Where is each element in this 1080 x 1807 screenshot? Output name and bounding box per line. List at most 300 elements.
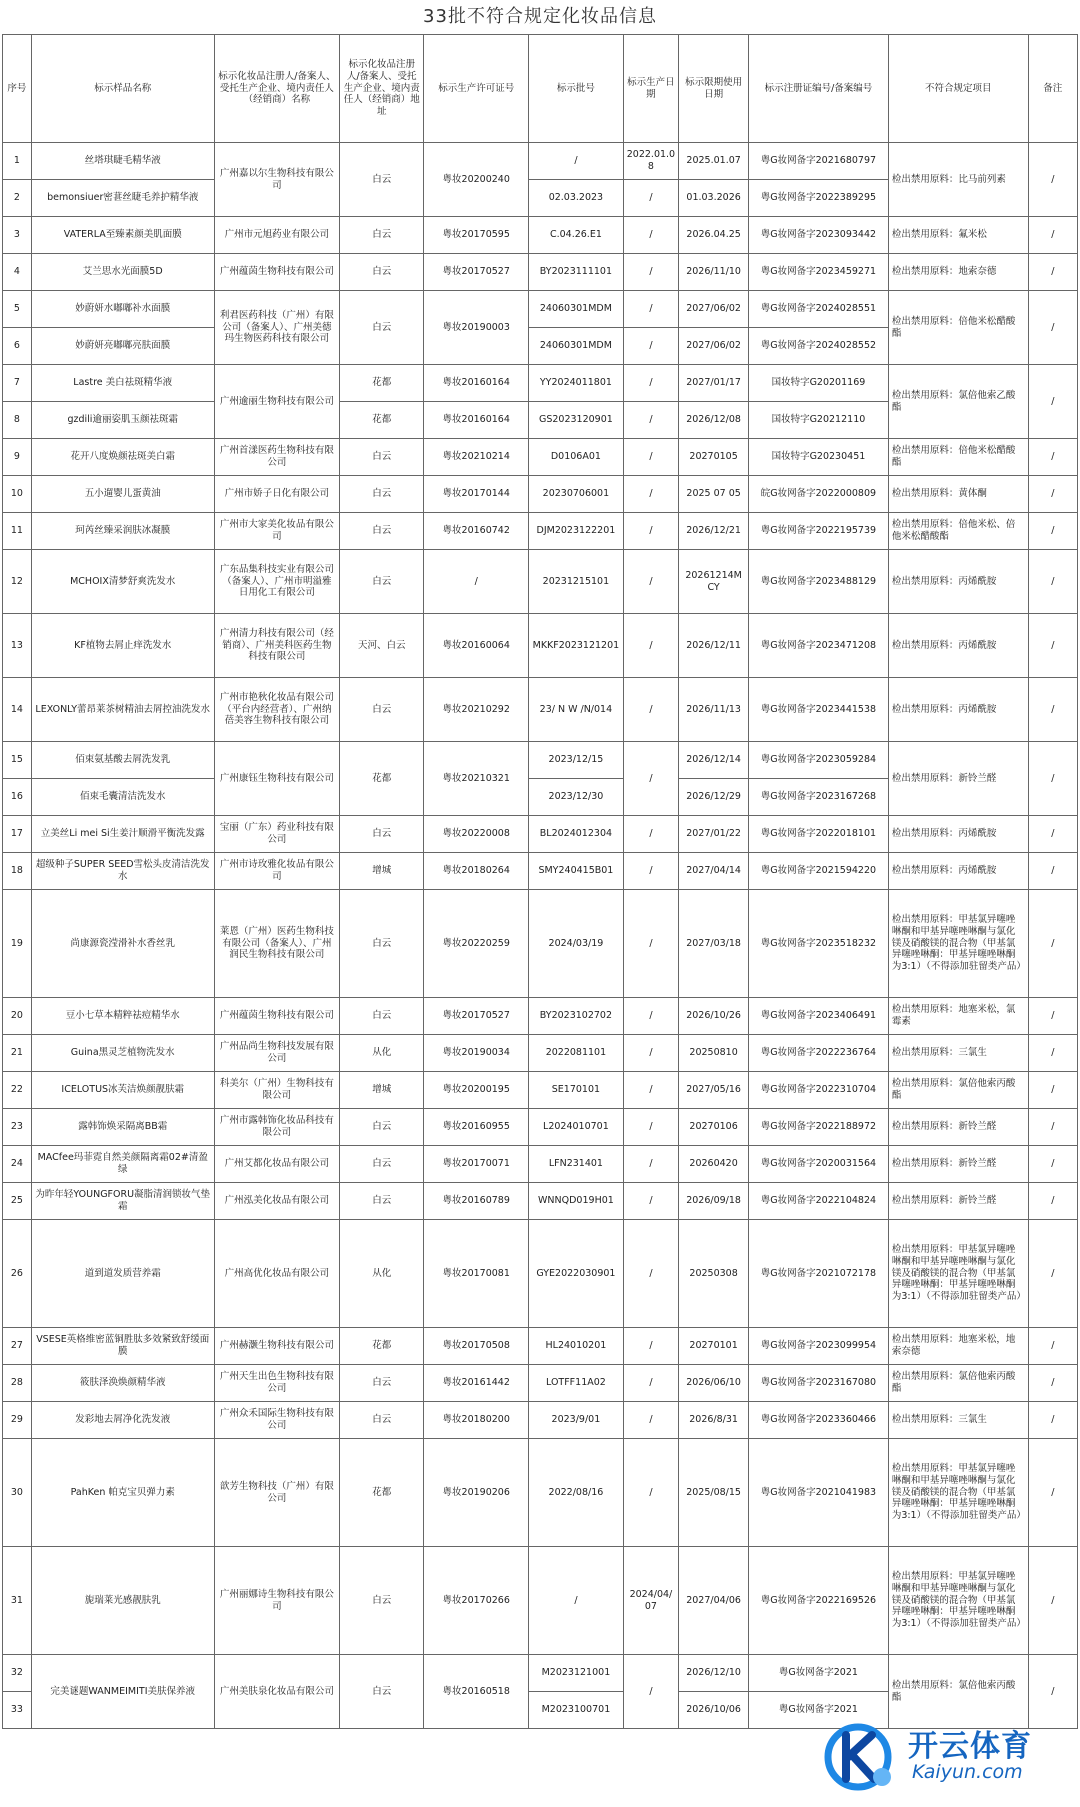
nonconforming-item-cell: 检出禁用原料：黄体酮 [888, 476, 1028, 513]
address-cell: 白云 [340, 1402, 424, 1439]
registration-cell: 粤G妆网备字2022236764 [749, 1035, 889, 1072]
production-date-cell: / [623, 1183, 678, 1220]
owner-cell: 广州美肤泉化妆品有限公司 [214, 1655, 339, 1729]
note-cell: / [1028, 1109, 1077, 1146]
batch-cell: 02.03.2023 [529, 180, 624, 217]
header-name: 标示样品名称 [31, 35, 214, 143]
name-cell: 艾兰思水光面膜5D [31, 254, 214, 291]
nonconforming-item-cell: 检出禁用原料：氯倍他索乙酸酯 [888, 365, 1028, 439]
production-date-cell: / [623, 1072, 678, 1109]
name-cell: ICELOTUS冰芙洁焕颜靓肤霜 [31, 1072, 214, 1109]
license-cell: 粤妆20161442 [424, 1365, 529, 1402]
batch-cell: 2022/08/16 [529, 1439, 624, 1547]
registration-cell: 粤G妆网备字2022310704 [749, 1072, 889, 1109]
seq-cell: 32 [3, 1655, 32, 1692]
note-cell: / [1028, 1365, 1077, 1402]
name-cell: MACfee玛菲霓自然美颜隔离霜02#清盈绿 [31, 1146, 214, 1183]
expiry-date-cell: 2027/01/22 [679, 816, 749, 853]
watermark-text: 开云体育 [908, 1729, 1032, 1764]
production-date-cell: / [623, 254, 678, 291]
address-cell: 花都 [340, 365, 424, 402]
note-cell: / [1028, 476, 1077, 513]
registration-cell: 粤G妆网备字2023459271 [749, 254, 889, 291]
name-cell: gzdili逾丽姿肌玉颜祛斑霜 [31, 402, 214, 439]
table-row [3, 1035, 1078, 1072]
seq-cell: 11 [3, 513, 32, 550]
table-row [3, 1220, 1078, 1328]
batch-cell: BL2024012304 [529, 816, 624, 853]
license-cell: 粤妆20160955 [424, 1109, 529, 1146]
name-cell: 尚康源瓷滢滑补水香丝乳 [31, 890, 214, 998]
expiry-date-cell: 2026/06/10 [679, 1365, 749, 1402]
name-cell: 筱肤泽涣焕颜精华液 [31, 1365, 214, 1402]
owner-cell: 广州赫灏生物科技有限公司 [214, 1328, 339, 1365]
expiry-date-cell: 20260420 [679, 1146, 749, 1183]
address-cell: 花都 [340, 1439, 424, 1547]
license-cell: 粤妆20160164 [424, 365, 529, 402]
production-date-cell: / [623, 402, 678, 439]
nonconforming-cosmetics-table [2, 34, 1078, 1729]
seq-cell: 16 [3, 779, 32, 816]
batch-cell: 24060301MDM [529, 328, 624, 365]
seq-cell: 1 [3, 143, 32, 180]
production-date-cell: 2022.01.08 [623, 143, 678, 180]
note-cell: / [1028, 439, 1077, 476]
batch-cell: / [529, 1547, 624, 1655]
batch-cell: D0106A01 [529, 439, 624, 476]
production-date-cell: / [623, 1439, 678, 1547]
nonconforming-item-cell: 检出禁用原料：丙烯酰胺 [888, 816, 1028, 853]
expiry-date-cell: 2026/10/26 [679, 998, 749, 1035]
note-cell: / [1028, 550, 1077, 614]
seq-cell: 19 [3, 890, 32, 998]
license-cell: 粤妆20170071 [424, 1146, 529, 1183]
batch-cell: 2024/03/19 [529, 890, 624, 998]
address-cell: 从化 [340, 1220, 424, 1328]
expiry-date-cell: 2025 07 05 [679, 476, 749, 513]
owner-cell: 利君医药科技（广州）有限公司（备案人）、广州美德玛生物医药科技有限公司 [214, 291, 339, 365]
header-production-date: 标示生产日期 [623, 35, 678, 143]
note-cell: / [1028, 998, 1077, 1035]
batch-cell: BY2023111101 [529, 254, 624, 291]
batch-cell: 2023/12/30 [529, 779, 624, 816]
owner-cell: 广州清力科技有限公司（经销商）、广州美科医药生物科技有限公司 [214, 614, 339, 678]
header-note: 备注 [1028, 35, 1077, 143]
header-seq: 序号 [3, 35, 32, 143]
address-cell: 白云 [340, 678, 424, 742]
expiry-date-cell: 2027/04/06 [679, 1547, 749, 1655]
production-date-cell: / [623, 678, 678, 742]
registration-cell: 粤G妆网备字2024028552 [749, 328, 889, 365]
name-cell: 立美丝Li mei Si生姜汁顺滑平衡洗发露 [31, 816, 214, 853]
expiry-date-cell: 2027/04/14 [679, 853, 749, 890]
note-cell: / [1028, 1439, 1077, 1547]
batch-cell: / [529, 143, 624, 180]
expiry-date-cell: 2027/05/16 [679, 1072, 749, 1109]
seq-cell: 18 [3, 853, 32, 890]
name-cell: MCHOIX清梦舒爽洗发水 [31, 550, 214, 614]
batch-cell: 2023/12/15 [529, 742, 624, 779]
address-cell: 花都 [340, 742, 424, 816]
batch-cell: GYE2022030901 [529, 1220, 624, 1328]
address-cell: 白云 [340, 1109, 424, 1146]
seq-cell: 23 [3, 1109, 32, 1146]
batch-cell: M2023100701 [529, 1692, 624, 1729]
address-cell: 白云 [340, 550, 424, 614]
name-cell: 妙蔚妍亮嘟嘟亮肤面膜 [31, 328, 214, 365]
nonconforming-item-cell: 检出禁用原料：三氯生 [888, 1402, 1028, 1439]
owner-cell: 广州市艳秋化妆品有限公司（平台内经营者）、广州纳蓓美容生物科技有限公司 [214, 678, 339, 742]
name-cell: LEXONLY蕾昂莱茶树精油去屑控油洗发水 [31, 678, 214, 742]
name-cell: 花开八度焕颜祛斑美白霜 [31, 439, 214, 476]
address-cell: 白云 [340, 513, 424, 550]
table-row [3, 550, 1078, 614]
nonconforming-item-cell: 检出禁用原料：倍他米松醋酸酯 [888, 439, 1028, 476]
license-cell: 粤妆20190003 [424, 291, 529, 365]
production-date-cell: / [623, 1655, 678, 1729]
license-cell: 粤妆20170508 [424, 1328, 529, 1365]
expiry-date-cell: 2026/12/21 [679, 513, 749, 550]
batch-cell: M2023121001 [529, 1655, 624, 1692]
seq-cell: 5 [3, 291, 32, 328]
table-row [3, 1402, 1078, 1439]
batch-cell: LOTFF11A02 [529, 1365, 624, 1402]
seq-cell: 9 [3, 439, 32, 476]
address-cell: 增城 [340, 1072, 424, 1109]
nonconforming-item-cell: 检出禁用原料：地塞米松，氯霉素 [888, 998, 1028, 1035]
owner-cell: 广州嘉以尔生物科技有限公司 [214, 143, 339, 217]
production-date-cell: / [623, 476, 678, 513]
name-cell: 旎瑞莱光感靓肤乳 [31, 1547, 214, 1655]
batch-cell: GS2023120901 [529, 402, 624, 439]
batch-cell: MKKF2023121201 [529, 614, 624, 678]
address-cell: 花都 [340, 1328, 424, 1365]
name-cell: KF植物去屑止痒洗发水 [31, 614, 214, 678]
table-row [3, 365, 1078, 402]
owner-cell: 广州众禾国际生物科技有限公司 [214, 1402, 339, 1439]
address-cell: 从化 [340, 1035, 424, 1072]
batch-cell: 23/ N W /N/014 [529, 678, 624, 742]
registration-cell: 粤G妆网备字2023406491 [749, 998, 889, 1035]
owner-cell: 宝丽（广东）药业科技有限公司 [214, 816, 339, 853]
name-cell: Guina黑灵芝植物洗发水 [31, 1035, 214, 1072]
license-cell: 粤妆20160064 [424, 614, 529, 678]
table-row [3, 476, 1078, 513]
production-date-cell: / [623, 365, 678, 402]
registration-cell: 皖G妆网备字2022000809 [749, 476, 889, 513]
name-cell: 道到道发质营养霜 [31, 1220, 214, 1328]
seq-cell: 30 [3, 1439, 32, 1547]
name-cell: VATERLA至臻素颜美肌面膜 [31, 217, 214, 254]
watermark-subtext: Kaiyun.com [912, 1761, 1023, 1783]
license-cell: 粤妆20170081 [424, 1220, 529, 1328]
production-date-cell: / [623, 816, 678, 853]
registration-cell: 国妆特字G20212110 [749, 402, 889, 439]
table-row [3, 1547, 1078, 1655]
table-row [3, 513, 1078, 550]
license-cell: 粤妆20180200 [424, 1402, 529, 1439]
registration-cell: 粤G妆网备字2021041983 [749, 1439, 889, 1547]
name-cell: 丝塔琪睫毛精华液 [31, 143, 214, 180]
production-date-cell: / [623, 1220, 678, 1328]
batch-cell: YY2024011801 [529, 365, 624, 402]
expiry-date-cell: 20270106 [679, 1109, 749, 1146]
batch-cell: 20231215101 [529, 550, 624, 614]
note-cell: / [1028, 1655, 1077, 1729]
address-cell: 白云 [340, 217, 424, 254]
license-cell: 粤妆20180264 [424, 853, 529, 890]
nonconforming-item-cell: 检出禁用原料：比马前列素 [888, 143, 1028, 217]
registration-cell: 粤G妆网备字2020031564 [749, 1146, 889, 1183]
batch-cell: 2023/9/01 [529, 1402, 624, 1439]
production-date-cell: / [623, 439, 678, 476]
license-cell: 粤妆20220008 [424, 816, 529, 853]
license-cell: 粤妆20170266 [424, 1547, 529, 1655]
expiry-date-cell: 2026/10/06 [679, 1692, 749, 1729]
registration-cell: 粤G妆网备字2022188972 [749, 1109, 889, 1146]
note-cell: / [1028, 1220, 1077, 1328]
seq-cell: 20 [3, 998, 32, 1035]
table-row [3, 1072, 1078, 1109]
watermark-logo [816, 1717, 1066, 1795]
batch-cell: DJM2023122201 [529, 513, 624, 550]
registration-cell: 粤G妆网备字2023360466 [749, 1402, 889, 1439]
production-date-cell: / [623, 291, 678, 328]
table-row [3, 1109, 1078, 1146]
registration-cell: 粤G妆网备字2023518232 [749, 890, 889, 998]
expiry-date-cell: 2027/01/17 [679, 365, 749, 402]
table-row [3, 614, 1078, 678]
seq-cell: 21 [3, 1035, 32, 1072]
address-cell: 白云 [340, 1547, 424, 1655]
expiry-date-cell: 2027/03/18 [679, 890, 749, 998]
table-row [3, 291, 1078, 328]
license-cell: 粤妆20160518 [424, 1655, 529, 1729]
production-date-cell: / [623, 1328, 678, 1365]
name-cell: PahKen 帕克宝贝弹力素 [31, 1439, 214, 1547]
table-row [3, 143, 1078, 180]
table-row [3, 853, 1078, 890]
registration-cell: 粤G妆网备字2022389295 [749, 180, 889, 217]
license-cell: 粤妆20170527 [424, 254, 529, 291]
owner-cell: 广州泓美化妆品有限公司 [214, 1183, 339, 1220]
address-cell: 白云 [340, 254, 424, 291]
table-row [3, 816, 1078, 853]
registration-cell: 粤G妆网备字2023059284 [749, 742, 889, 779]
name-cell: 佰束毛囊清洁洗发水 [31, 779, 214, 816]
production-date-cell: / [623, 890, 678, 998]
owner-cell: 科美尔（广州）生物科技有限公司 [214, 1072, 339, 1109]
note-cell: / [1028, 816, 1077, 853]
production-date-cell: / [623, 742, 678, 816]
table-row [3, 678, 1078, 742]
seq-cell: 4 [3, 254, 32, 291]
registration-cell: 粤G妆网备字2023167080 [749, 1365, 889, 1402]
owner-cell: 广州市娇子日化有限公司 [214, 476, 339, 513]
expiry-date-cell: 2026/12/11 [679, 614, 749, 678]
nonconforming-item-cell: 检出禁用原料：氯倍他索丙酸酯 [888, 1072, 1028, 1109]
nonconforming-item-cell: 检出禁用原料：倍他米松、倍他米松醋酸酯 [888, 513, 1028, 550]
table-row [3, 254, 1078, 291]
note-cell: / [1028, 143, 1077, 217]
registration-cell: 粤G妆网备字2023099954 [749, 1328, 889, 1365]
owner-cell: 莱恩（广州）医药生物科技有限公司（备案人）、广州润民生物科技有限公司 [214, 890, 339, 998]
note-cell: / [1028, 513, 1077, 550]
owner-cell: 广州蕴茵生物科技有限公司 [214, 254, 339, 291]
production-date-cell: / [623, 614, 678, 678]
note-cell: / [1028, 1402, 1077, 1439]
name-cell: 超级种子SUPER SEED雪松头皮清洁洗发水 [31, 853, 214, 890]
page-title: 33批不符合规定化妆品信息 [423, 6, 657, 27]
expiry-date-cell: 20270105 [679, 439, 749, 476]
seq-cell: 2 [3, 180, 32, 217]
seq-cell: 3 [3, 217, 32, 254]
production-date-cell: / [623, 513, 678, 550]
seq-cell: 22 [3, 1072, 32, 1109]
nonconforming-item-cell: 检出禁用原料：氯倍他索丙酸酯 [888, 1655, 1028, 1729]
address-cell: 白云 [340, 1183, 424, 1220]
address-cell: 白云 [340, 1146, 424, 1183]
table-row [3, 217, 1078, 254]
seq-cell: 29 [3, 1402, 32, 1439]
nonconforming-item-cell: 检出禁用原料：丙烯酰胺 [888, 550, 1028, 614]
header-batch: 标示批号 [529, 35, 624, 143]
owner-cell: 广州丽娜诗生物科技有限公司 [214, 1547, 339, 1655]
note-cell: / [1028, 365, 1077, 439]
nonconforming-item-cell: 检出禁用原料：新铃兰醛 [888, 1109, 1028, 1146]
batch-cell: 20230706001 [529, 476, 624, 513]
registration-cell: 粤G妆网备字2023471208 [749, 614, 889, 678]
owner-cell: 广州市露韩饰化妆品科技有限公司 [214, 1109, 339, 1146]
note-cell: / [1028, 1328, 1077, 1365]
note-cell: / [1028, 254, 1077, 291]
seq-cell: 24 [3, 1146, 32, 1183]
seq-cell: 33 [3, 1692, 32, 1729]
registration-cell: 粤G妆网备字2023488129 [749, 550, 889, 614]
note-cell: / [1028, 853, 1077, 890]
owner-cell: 广州高优化妆品有限公司 [214, 1220, 339, 1328]
expiry-date-cell: 20270101 [679, 1328, 749, 1365]
owner-cell: 广州艾都化妆品有限公司 [214, 1146, 339, 1183]
batch-cell: WNNQD019H01 [529, 1183, 624, 1220]
license-cell: 粤妆20190034 [424, 1035, 529, 1072]
license-cell: 粤妆20160742 [424, 513, 529, 550]
batch-cell: SMY240415B01 [529, 853, 624, 890]
seq-cell: 8 [3, 402, 32, 439]
nonconforming-item-cell: 检出禁用原料：三氯生 [888, 1035, 1028, 1072]
production-date-cell: / [623, 1402, 678, 1439]
nonconforming-item-cell: 检出禁用原料：甲基氯异噻唑啉酮和甲基异噻唑啉酮与氯化镁及硝酸镁的混合物（甲基氯异噻唑啉酮：甲基异噻唑啉酮为3:1）（不得添加驻留类产品） [888, 890, 1028, 998]
expiry-date-cell: 2027/06/02 [679, 328, 749, 365]
header-expiry-date: 标示限期使用日期 [679, 35, 749, 143]
license-cell: 粤妆20210321 [424, 742, 529, 816]
name-cell: 发彩地去屑净化洗发液 [31, 1402, 214, 1439]
note-cell: / [1028, 678, 1077, 742]
expiry-date-cell: 20261214MCY [679, 550, 749, 614]
production-date-cell: / [623, 550, 678, 614]
nonconforming-item-cell: 检出禁用原料：地塞米松，地索奈德 [888, 1328, 1028, 1365]
production-date-cell: / [623, 328, 678, 365]
note-cell: / [1028, 1146, 1077, 1183]
license-cell: 粤妆20160164 [424, 402, 529, 439]
address-cell: 白云 [340, 291, 424, 365]
nonconforming-item-cell: 检出禁用原料：氯倍他索丙酸酯 [888, 1365, 1028, 1402]
seq-cell: 26 [3, 1220, 32, 1328]
expiry-date-cell: 2026/12/14 [679, 742, 749, 779]
registration-cell: 国妆特字G20230451 [749, 439, 889, 476]
owner-cell: 广东品集科技实业有限公司（备案人）、广州市明溢雅日用化工有限公司 [214, 550, 339, 614]
address-cell: 白云 [340, 1365, 424, 1402]
expiry-date-cell: 2026/11/13 [679, 678, 749, 742]
registration-cell: 粤G妆网备字2022018101 [749, 816, 889, 853]
note-cell: / [1028, 614, 1077, 678]
nonconforming-item-cell: 检出禁用原料：新铃兰醛 [888, 742, 1028, 816]
table-row [3, 998, 1078, 1035]
registration-cell: 粤G妆网备字2022104824 [749, 1183, 889, 1220]
license-cell: / [424, 550, 529, 614]
expiry-date-cell: 20250308 [679, 1220, 749, 1328]
note-cell: / [1028, 1072, 1077, 1109]
owner-cell: 广州康钰生物科技有限公司 [214, 742, 339, 816]
table-row [3, 1439, 1078, 1547]
batch-cell: 2022081101 [529, 1035, 624, 1072]
nonconforming-item-cell: 检出禁用原料：甲基氯异噻唑啉酮和甲基异噻唑啉酮与氯化镁及硝酸镁的混合物（甲基氯异噻唑啉酮：甲基异噻唑啉酮为3:1）（不得添加驻留类产品） [888, 1439, 1028, 1547]
nonconforming-item-cell: 检出禁用原料：甲基氯异噻唑啉酮和甲基异噻唑啉酮与氯化镁及硝酸镁的混合物（甲基氯异噻唑啉酮：甲基异噻唑啉酮为3:1）（不得添加驻留类产品） [888, 1220, 1028, 1328]
table-row [3, 1183, 1078, 1220]
note-cell: / [1028, 1035, 1077, 1072]
license-cell: 粤妆20210214 [424, 439, 529, 476]
note-cell: / [1028, 890, 1077, 998]
registration-cell: 粤G妆网备字2024028551 [749, 291, 889, 328]
name-cell: 豆小七草本精粹祛痘精华水 [31, 998, 214, 1035]
address-cell: 天河、白云 [340, 614, 424, 678]
name-cell: Lastre 美白祛斑精华液 [31, 365, 214, 402]
address-cell: 白云 [340, 816, 424, 853]
owner-cell: 广州市大家美化妆品有限公司 [214, 513, 339, 550]
expiry-date-cell: 2027/06/02 [679, 291, 749, 328]
nonconforming-item-cell: 检出禁用原料：倍他米松醋酸酯 [888, 291, 1028, 365]
name-cell: 珂芮丝臻采润肤冰凝膜 [31, 513, 214, 550]
owner-cell: 广州逾丽生物科技有限公司 [214, 365, 339, 439]
note-cell: / [1028, 742, 1077, 816]
name-cell: 五小遛婴儿蛋黄油 [31, 476, 214, 513]
production-date-cell: / [623, 853, 678, 890]
owner-cell: 广州蕴茵生物科技有限公司 [214, 998, 339, 1035]
kaiyun-logo-icon [816, 1717, 906, 1795]
production-date-cell: / [623, 180, 678, 217]
registration-cell: 粤G妆网备字2021680797 [749, 143, 889, 180]
seq-cell: 15 [3, 742, 32, 779]
address-cell: 白云 [340, 890, 424, 998]
address-cell: 白云 [340, 143, 424, 217]
nonconforming-item-cell: 检出禁用原料：甲基氯异噻唑啉酮和甲基异噻唑啉酮与氯化镁及硝酸镁的混合物（甲基氯异噻唑啉酮：甲基异噻唑啉酮为3:1）（不得添加驻留类产品） [888, 1547, 1028, 1655]
note-cell: / [1028, 217, 1077, 254]
header-registration: 标示注册证编号/备案编号 [749, 35, 889, 143]
batch-cell: HL24010201 [529, 1328, 624, 1365]
seq-cell: 27 [3, 1328, 32, 1365]
production-date-cell: / [623, 1146, 678, 1183]
nonconforming-item-cell: 检出禁用原料：丙烯酰胺 [888, 614, 1028, 678]
expiry-date-cell: 2026/11/10 [679, 254, 749, 291]
license-cell: 粤妆20200195 [424, 1072, 529, 1109]
batch-cell: 24060301MDM [529, 291, 624, 328]
table-row [3, 1365, 1078, 1402]
seq-cell: 17 [3, 816, 32, 853]
batch-cell: L2024010701 [529, 1109, 624, 1146]
name-cell: 佰束氨基酸去屑洗发乳 [31, 742, 214, 779]
nonconforming-item-cell: 检出禁用原料：丙烯酰胺 [888, 853, 1028, 890]
expiry-date-cell: 01.03.2026 [679, 180, 749, 217]
